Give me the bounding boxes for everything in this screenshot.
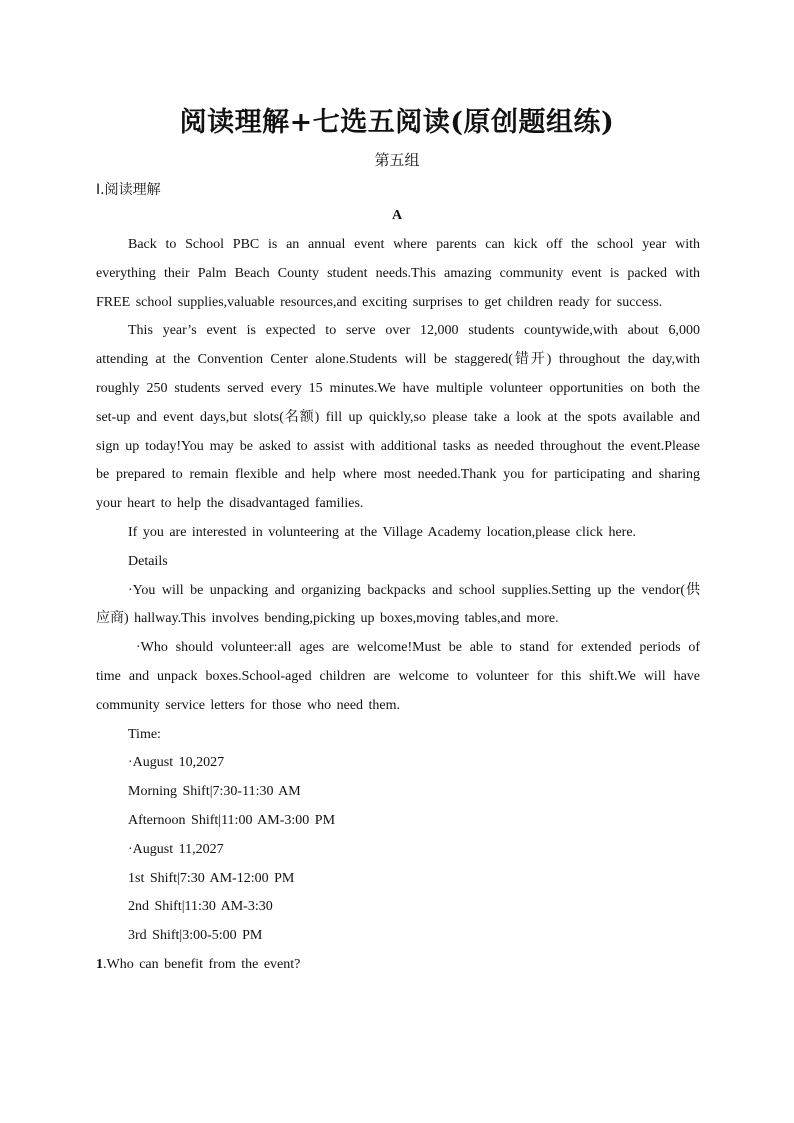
passage-paragraph: Back to School PBC is an annual event where parents can kick off the school year with everything their Palm Beach County student needs.This amazing community event is packed with FREE school supplies,valuable resources,and exciting surprises to get children ready for success. <box>96 237 700 310</box>
page-title: 阅读理解+七选五阅读(原创题组练) <box>179 107 615 138</box>
schedule-shift: 3rd Shift|3:00-5:00 PM <box>128 928 263 944</box>
details-item: ·You will be unpacking and organizing backpacks and school supplies.Setting up the vendor(供应商) hallway.This involves bending,picking up boxes,moving tables,and more. <box>96 582 700 627</box>
schedule-date: ·August 11,2027 <box>128 841 224 857</box>
schedule-shift: 2nd Shift|11:30 AM-3:30 <box>128 899 273 915</box>
question-number: 1 <box>96 956 103 972</box>
schedule-shift: Morning Shift|7:30-11:30 AM <box>128 784 301 800</box>
passage-paragraph: This year’s event is expected to serve over 12,000 students countywide,with about 6,000 attending at the Convention Center alone.Students will be staggered(错开) throughout the day,with roughly 250 students served every 15 minutes.We have multiple volunteer opportunities on both the set-up and event days,but slots(名额) fill up quickly,so please take a look at the spots available and sign up today!You may be asked to assist with additional tasks as needed throughout the event.Please be prepared to remain flexible and help where most needed.Thank you for participating and sharing your heart to help the disadvantaged families. <box>96 323 700 512</box>
question-text: .Who can benefit from the event? <box>103 956 301 972</box>
section-heading: Ⅰ.阅读理解 <box>96 182 161 198</box>
question-1 <box>96 951 700 980</box>
details-item: ·Who should volunteer:all ages are welcome!Must be able to stand for extended periods of time and unpack boxes.School-aged children are welcome to volunteer for this shift.We will have community service letters for those who need them. <box>96 640 700 713</box>
details-heading: Details <box>128 553 168 569</box>
group-label: 第五组 <box>374 151 420 169</box>
volunteer-line: If you are interested in volunteering at the Village Academy location,please click here. <box>128 524 637 540</box>
passage-letter: A <box>391 208 403 223</box>
time-heading: Time: <box>128 726 161 742</box>
schedule-shift: Afternoon Shift|11:00 AM-3:00 PM <box>128 812 336 828</box>
schedule-shift: 1st Shift|7:30 AM-12:00 PM <box>128 870 295 886</box>
passage-body <box>96 231 700 980</box>
schedule-date: ·August 10,2027 <box>128 755 225 771</box>
